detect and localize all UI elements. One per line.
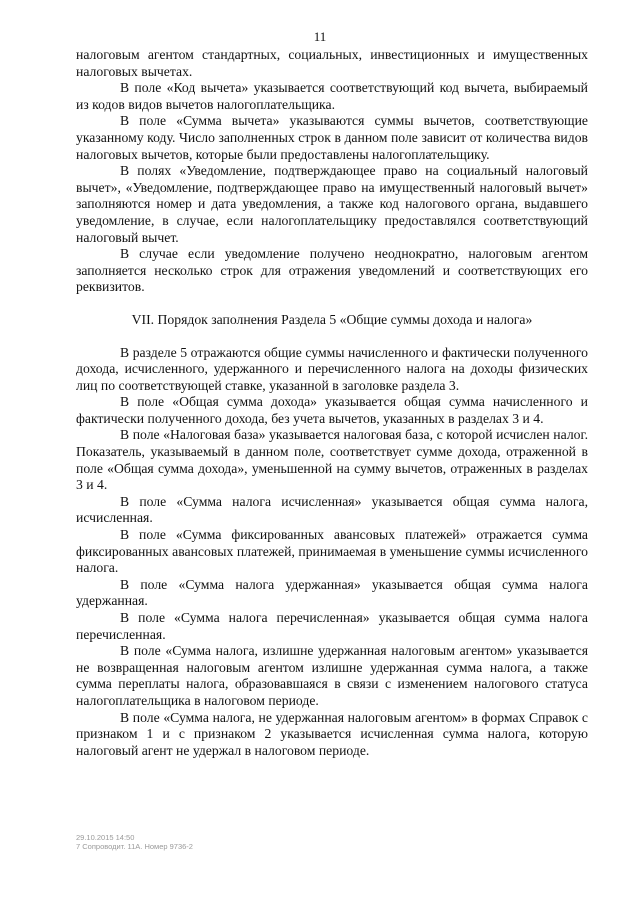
paragraph-total-income: В поле «Общая сумма дохода» указывается общая сумма начисленного и фактически полученного дохода, без учета вычетов, указанных в разделах 3 и 4. (76, 394, 588, 426)
paragraph-notification-fields: В полях «Уведомление, подтверждающее право на социальный налоговый вычет», «Уведомление, подтверждающее право на имущественный налоговый вычет» заполняются номер и дата уведомления, а также код налогового органа, выдавшего уведомление, в случае, если налогоплательщику предоставлялся соответствующий налоговый вычет. (76, 163, 588, 245)
paragraph-tax-not-withheld: В поле «Сумма налога, не удержанная налоговым агентом» в формах Справок с признаком 1 и с признаком 2 указывается исчисленная сумма налога, которую налоговый агент не удержал в налоговом периоде. (76, 709, 588, 758)
paragraph-tax-transferred: В поле «Сумма налога перечисленная» указывается общая сумма налога перечисленная. (76, 610, 588, 642)
footer-reference: 7 Сопроводит. 11А. Номер 9736-2 (76, 842, 193, 851)
document-footer-stamp (76, 833, 193, 851)
paragraph-repeated-notification: В случае если уведомление получено неоднократно, налоговым агентом заполняется несколько строк для отражения уведомлений и соответствующих его реквизитов. (76, 246, 588, 295)
paragraph-deduction-code: В поле «Код вычета» указывается соответствующий код вычета, выбираемый из кодов видов вычетов налогоплательщика. (76, 80, 588, 112)
paragraph-continuation: налоговым агентом стандартных, социальных, инвестиционных и имущественных налоговых вычетах. (76, 47, 588, 79)
paragraph-tax-calculated: В поле «Сумма налога исчисленная» указывается общая сумма налога, исчисленная. (76, 493, 588, 526)
document-body (76, 47, 588, 759)
paragraph-tax-withheld: В поле «Сумма налога удержанная» указывается общая сумма налога удержанная. (76, 576, 588, 609)
paragraph-deduction-amount: В поле «Сумма вычета» указываются суммы вычетов, соответствующие указанному коду. Число заполненных строк в данном поле зависит от количества видов налоговых вычетов, которые были предоставлены налогоплательщику. (76, 113, 588, 162)
footer-timestamp: 29.10.2015 14:50 (76, 833, 135, 842)
page-number: 11 (313, 29, 327, 44)
paragraph-section-5-intro: В разделе 5 отражаются общие суммы начисленного и фактически полученного дохода, исчисленного, удержанного и перечисленного налога на доходы физических лиц по соответствующей ставке, указанной в заголовке раздела 3. (76, 344, 588, 393)
paragraph-fixed-advance-payments: В поле «Сумма фиксированных авансовых платежей» отражается сумма фиксированных авансовых платежей, принимаемая в уменьшение суммы исчисленного налога. (76, 527, 588, 576)
paragraph-tax-overwithheld: В поле «Сумма налога, излишне удержанная налоговым агентом» указывается не возвращенная налоговым агентом излишне удержанная сумма налога, а также сумма переплаты налога, образовавшаяся в связи с изменением налогового статуса налогоплательщика в налоговом периоде. (76, 643, 588, 708)
paragraph-tax-base: В поле «Налоговая база» указывается налоговая база, с которой исчислен налог. Показатель, указываемый в данном поле, соответствует сумме дохода, отраженной в поле «Общая сумма дохода», уменьшенной на сумму вычетов, отраженных в разделах 3 и 4. (76, 427, 588, 493)
section-heading: VII. Порядок заполнения Раздела 5 «Общие суммы дохода и налога» (131, 311, 533, 327)
